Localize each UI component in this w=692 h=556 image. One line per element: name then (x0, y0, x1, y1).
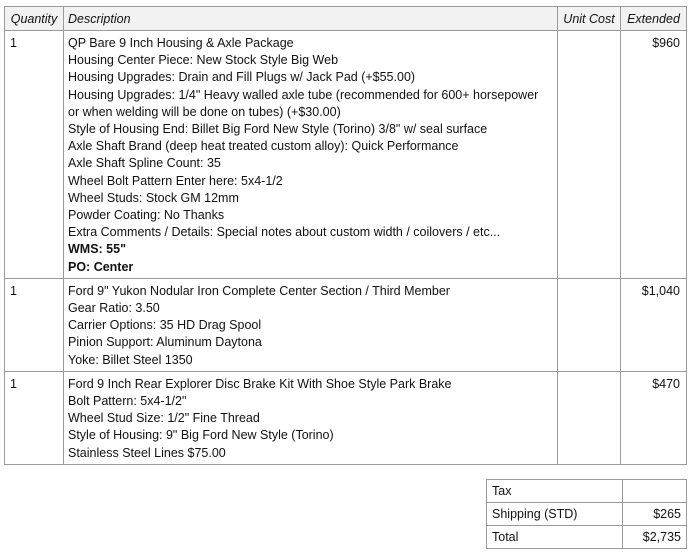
description-line: Housing Upgrades: 1/4" Heavy walled axle tube (recommended for 600+ horsepower or when welding will be done on tubes) (+$30.00) (68, 87, 539, 119)
item-description (64, 371, 558, 464)
extended-header: Extended (621, 7, 687, 31)
table-row (5, 31, 687, 279)
item-quantity: 1 (5, 31, 64, 279)
unit-cost-header: Unit Cost (558, 7, 621, 31)
total-value: $2,735 (623, 526, 687, 549)
shipping-label: Shipping (STD) (487, 503, 623, 526)
description-line: Wheel Bolt Pattern Enter here: 5x4-1/2 (68, 173, 283, 188)
description-line: QP Bare 9 Inch Housing & Axle Package (68, 36, 294, 50)
description-line: Ford 9" Yukon Nodular Iron Complete Center Section / Third Member (68, 283, 450, 298)
total-label: Total (487, 526, 623, 549)
description-line: Bolt Pattern: 5x4-1/2" (68, 394, 187, 409)
item-unit-cost (558, 278, 621, 371)
description-line: Ford 9 Inch Rear Explorer Disc Brake Kit With Shoe Style Park Brake (68, 376, 452, 391)
description-line: Wheel Stud Size: 1/2" Fine Thread (68, 411, 260, 426)
tax-row (487, 480, 687, 503)
tax-label: Tax (487, 480, 623, 503)
description-line: Housing Center Piece: New Stock Style Big Web (68, 53, 339, 68)
description-line: Gear Ratio: 3.50 (68, 301, 160, 316)
item-description (64, 278, 558, 371)
shipping-value: $265 (623, 503, 687, 526)
description-header: Description (64, 7, 558, 31)
item-quantity: 1 (5, 371, 64, 464)
item-extended: $1,040 (621, 278, 687, 371)
item-unit-cost (558, 31, 621, 279)
table-row (5, 278, 687, 371)
description-line: Axle Shaft Brand (deep heat treated custom alloy): Quick Performance (68, 139, 459, 154)
description-line: Yoke: Billet Steel 1350 (68, 352, 193, 367)
po-line: PO: Center (68, 259, 134, 274)
wms-line: WMS: 55" (68, 242, 127, 257)
description-line: Powder Coating: No Thanks (68, 208, 225, 223)
description-line: Extra Comments / Details: Special notes about custom width / coilovers / etc... (68, 225, 501, 240)
item-extended: $960 (621, 31, 687, 279)
table-header-row (5, 7, 687, 31)
description-line: Stainless Steel Lines $75.00 (68, 445, 226, 460)
description-line: Carrier Options: 35 HD Drag Spool (68, 318, 262, 333)
description-line: Wheel Studs: Stock GM 12mm (68, 190, 239, 205)
item-extended: $470 (621, 371, 687, 464)
table-row (5, 371, 687, 464)
tax-value (623, 480, 687, 503)
totals-table (486, 479, 687, 549)
total-row (487, 526, 687, 549)
description-line: Axle Shaft Spline Count: 35 (68, 156, 221, 171)
item-quantity: 1 (5, 278, 64, 371)
quantity-header: Quantity (5, 7, 64, 31)
description-line: Pinion Support: Aluminum Daytona (68, 335, 262, 350)
description-line: Housing Upgrades: Drain and Fill Plugs w/ Jack Pad (+$55.00) (68, 70, 416, 85)
item-description (64, 31, 558, 279)
shipping-row (487, 503, 687, 526)
description-line: Style of Housing: 9" Big Ford New Style (Torino) (68, 428, 334, 443)
description-line: Style of Housing End: Billet Big Ford New Style (Torino) 3/8" w/ seal surface (68, 122, 488, 137)
order-items-table (4, 6, 687, 465)
item-unit-cost (558, 371, 621, 464)
